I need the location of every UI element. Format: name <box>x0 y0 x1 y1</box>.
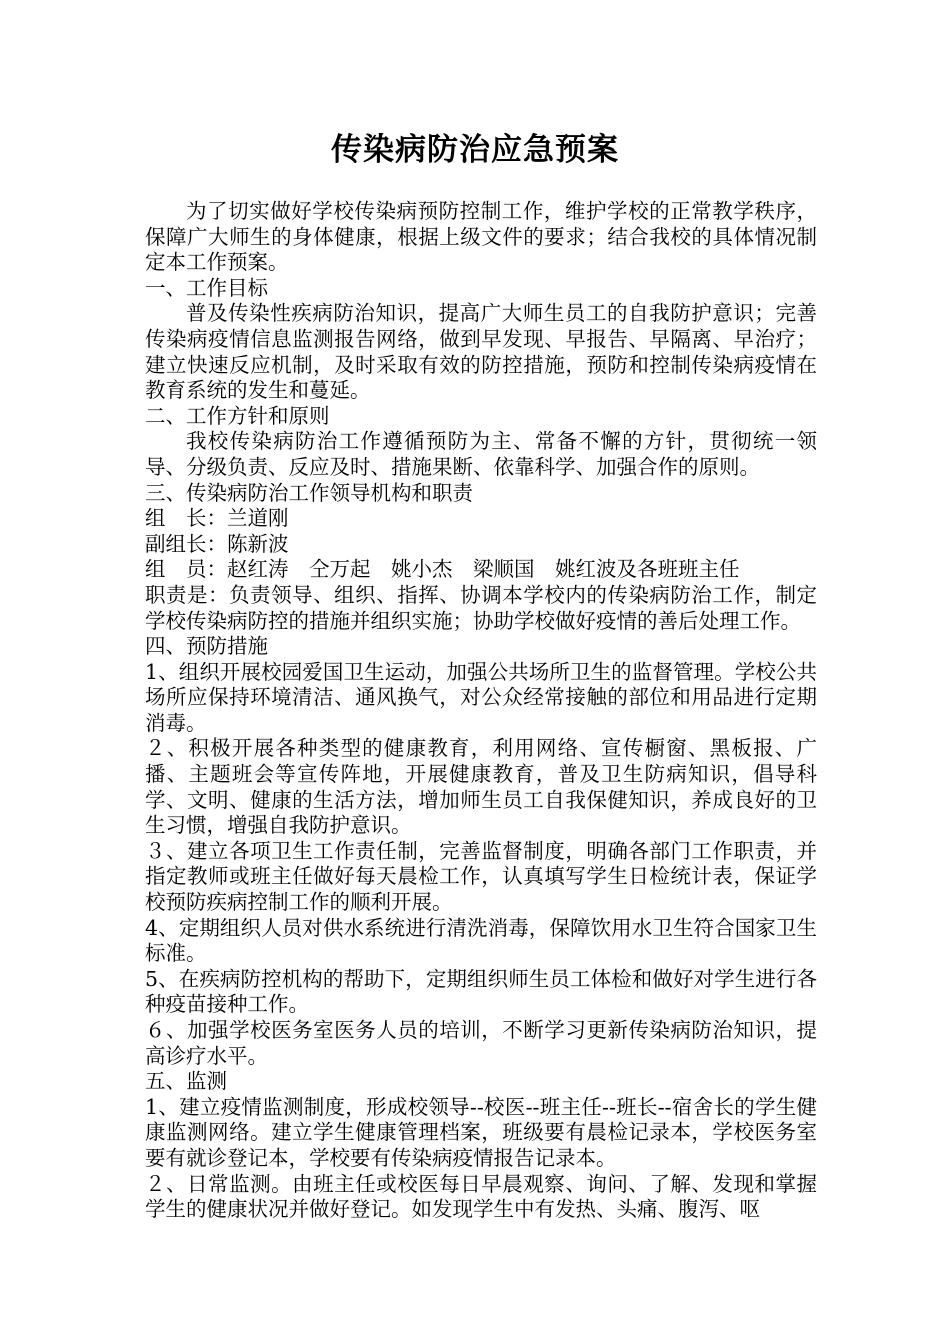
section-2-heading: 二、工作方针和原则 <box>145 403 330 428</box>
monitoring-item: ２、日常监测。由班主任或校医每日早晨观察、询问、了解、发现和掌握学生的健康状况并做好登记。如发现学生中有发热、头痛、腹泻、呕 <box>145 1171 817 1222</box>
document-body <box>145 199 817 1223</box>
prevention-item: 5、在疾病防控机构的帮助下，定期组织师生员工体检和做好对学生进行各种疫苗接种工作。 <box>145 966 817 1017</box>
section-1-text: 普及传染性疾病防治知识，提高广大师生员工的自我防护意识；完善传染病疫情信息监测报告网络，做到早发现、早报告、早隔离、早治疗；建立快速反应机制，及时采取有效的防控措施，预防和控制传染病疫情在教育系统的发生和蔓延。 <box>145 301 817 403</box>
prevention-item: ２、积极开展各种类型的健康教育，利用网络、宣传橱窗、黑板报、广播、主题班会等宣传阵地，开展健康教育，普及卫生防病知识，倡导科学、文明、健康的生活方法，增加师生员工自我保健知识，养成良好的卫生习惯，增强自我防护意识。 <box>145 736 817 838</box>
section-4-heading: 四、预防措施 <box>145 634 268 659</box>
duties-paragraph: 职责是：负责领导、组织、指挥、协调本学校内的传染病防治工作，制定学校传染病防控的措施并组织实施；协助学校做好疫情的善后处理工作。 <box>145 582 817 633</box>
intro-paragraph: 为了切实做好学校传染病预防控制工作，维护学校的正常教学秩序，保障广大师生的身体健康，根据上级文件的要求；结合我校的具体情况制定本工作预案。 <box>145 199 817 275</box>
section-3-heading: 三、传染病防治工作领导机构和职责 <box>145 480 473 505</box>
document-title: 传染病防治应急预案 <box>331 132 619 168</box>
prevention-item: ６、加强学校医务室医务人员的培训，不断学习更新传染病防治知识，提高诊疗水平。 <box>145 1018 817 1068</box>
section-2-text: 我校传染病防治工作遵循预防为主、常备不懈的方针，贯彻统一领导、分级负责、反应及时、措施果断、依靠科学、加强合作的原则。 <box>145 429 817 479</box>
deputy-line: 副组长：陈新波 <box>145 531 289 556</box>
monitoring-item: 1、建立疫情监测制度，形成校领导--校医--班主任--班长--宿舍长的学生健康监测网络。建立学生健康管理档案，班级要有晨检记录本，学校医务室要有就诊登记本，学校要有传染病疫情报告记录本。 <box>145 1094 817 1170</box>
section-1-heading: 一、工作目标 <box>145 275 268 300</box>
members-line: 组 员：赵红涛 仝万起 姚小杰 梁顺国 姚红波及各班班主任 <box>145 557 740 582</box>
prevention-item: 4、定期组织人员对供水系统进行清洗消毒，保障饮用水卫生符合国家卫生标准。 <box>145 915 817 966</box>
leader-line: 组 长：兰道刚 <box>145 506 289 531</box>
prevention-item: ３、建立各项卫生工作责任制，完善监督制度，明确各部门工作职责，并指定教师或班主任做好每天晨检工作，认真填写学生日检统计表，保证学校预防疾病控制工作的顺利开展。 <box>145 838 817 915</box>
prevention-item: 1、组织开展校园爱国卫生运动，加强公共场所卫生的监督管理。学校公共场所应保持环境清洁、通风换气，对公众经常接触的部位和用品进行定期消毒。 <box>145 659 817 735</box>
section-5-heading: 五、监测 <box>145 1069 227 1094</box>
